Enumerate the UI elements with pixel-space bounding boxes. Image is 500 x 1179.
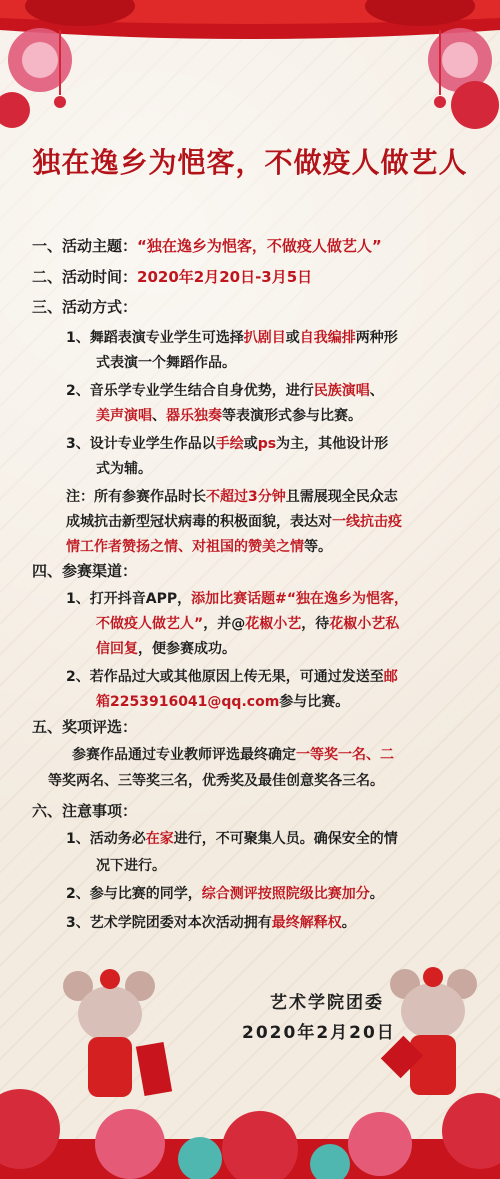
notice-item-3: 3、艺术学院团委对本次活动拥有最终解释权。 [66,915,356,931]
left-mouse-illustration [63,969,172,1097]
section-theme-label: 一、活动主题： [32,237,138,255]
section-time-label: 二、活动时间： [32,268,138,286]
method-item-1: 1、舞蹈表演专业学生可选择扒剧目或自我编排两种形 [66,330,398,346]
channel-item-1-cont: 不做疫人做艺人”，并@花椒小艺，待花椒小艺私 [96,616,400,632]
page-title: 独在逸乡为悒客，不做疫人做艺人 [32,146,468,179]
notice-item-2: 2、参与比赛的同学，综合测评按照院级比赛加分。 [66,886,384,902]
method-item-2-cont: 美声演唱、器乐独奏等表演形式参与比赛。 [96,408,362,424]
section-theme [32,235,382,256]
section-time-value: 2020年2月20日-3月5日 [137,268,313,286]
bottom-decoration [0,959,500,1179]
method-note-2: 成城抗击新型冠状病毒的积极面貌，表达对一线抗击疫 [66,514,402,530]
top-decoration [0,0,500,140]
notice-item-1: 1、活动务必在家进行，不可聚集人员。确保安全的情 [66,831,398,847]
method-item-1-cont: 式表演一个舞蹈作品。 [96,355,236,371]
section-notice-label: 六、注意事项： [32,802,138,820]
channel-item-1-cont2: 信回复，便参赛成功。 [96,641,236,657]
notice-item-1-cont: 况下进行。 [96,858,166,874]
method-note-1: 注：所有参赛作品时长不超过3分钟且需展现全民众志 [66,489,398,505]
channel-item-1: 1、打开抖音APP，添加比赛话题#“独在逸乡为悒客， [66,591,409,607]
channel-item-2-cont: 箱2253916041@qq.com参与比赛。 [96,694,350,710]
award-line-2: 等奖两名、三等奖三名，优秀奖及最佳创意奖各三名。 [48,773,384,789]
section-award-label: 五、奖项评选： [32,718,138,736]
method-note-3: 情工作者赞扬之情、对祖国的赞美之情等。 [66,539,332,555]
channel-item-2: 2、若作品过大或其他原因上传无果，可通过发送至邮 [66,669,398,685]
method-item-3: 3、设计专业学生作品以手绘或ps为主，其他设计形 [66,436,389,452]
award-line-1: 参赛作品通过专业教师评选最终确定一等奖一名、二 [72,747,394,763]
section-time [32,266,312,287]
section-method-label: 三、活动方式： [32,298,138,316]
signature-date: 2020年2月20日 [242,1023,396,1043]
section-theme-value: “独在逸乡为悒客，不做疫人做艺人” [137,237,382,255]
method-item-3-cont: 式为辅。 [96,461,152,477]
method-item-2: 2、音乐学专业学生结合自身优势，进行民族演唱、 [66,383,384,399]
section-channel-label: 四、参赛渠道： [32,562,138,580]
signature-org: 艺术学院团委 [270,993,384,1013]
